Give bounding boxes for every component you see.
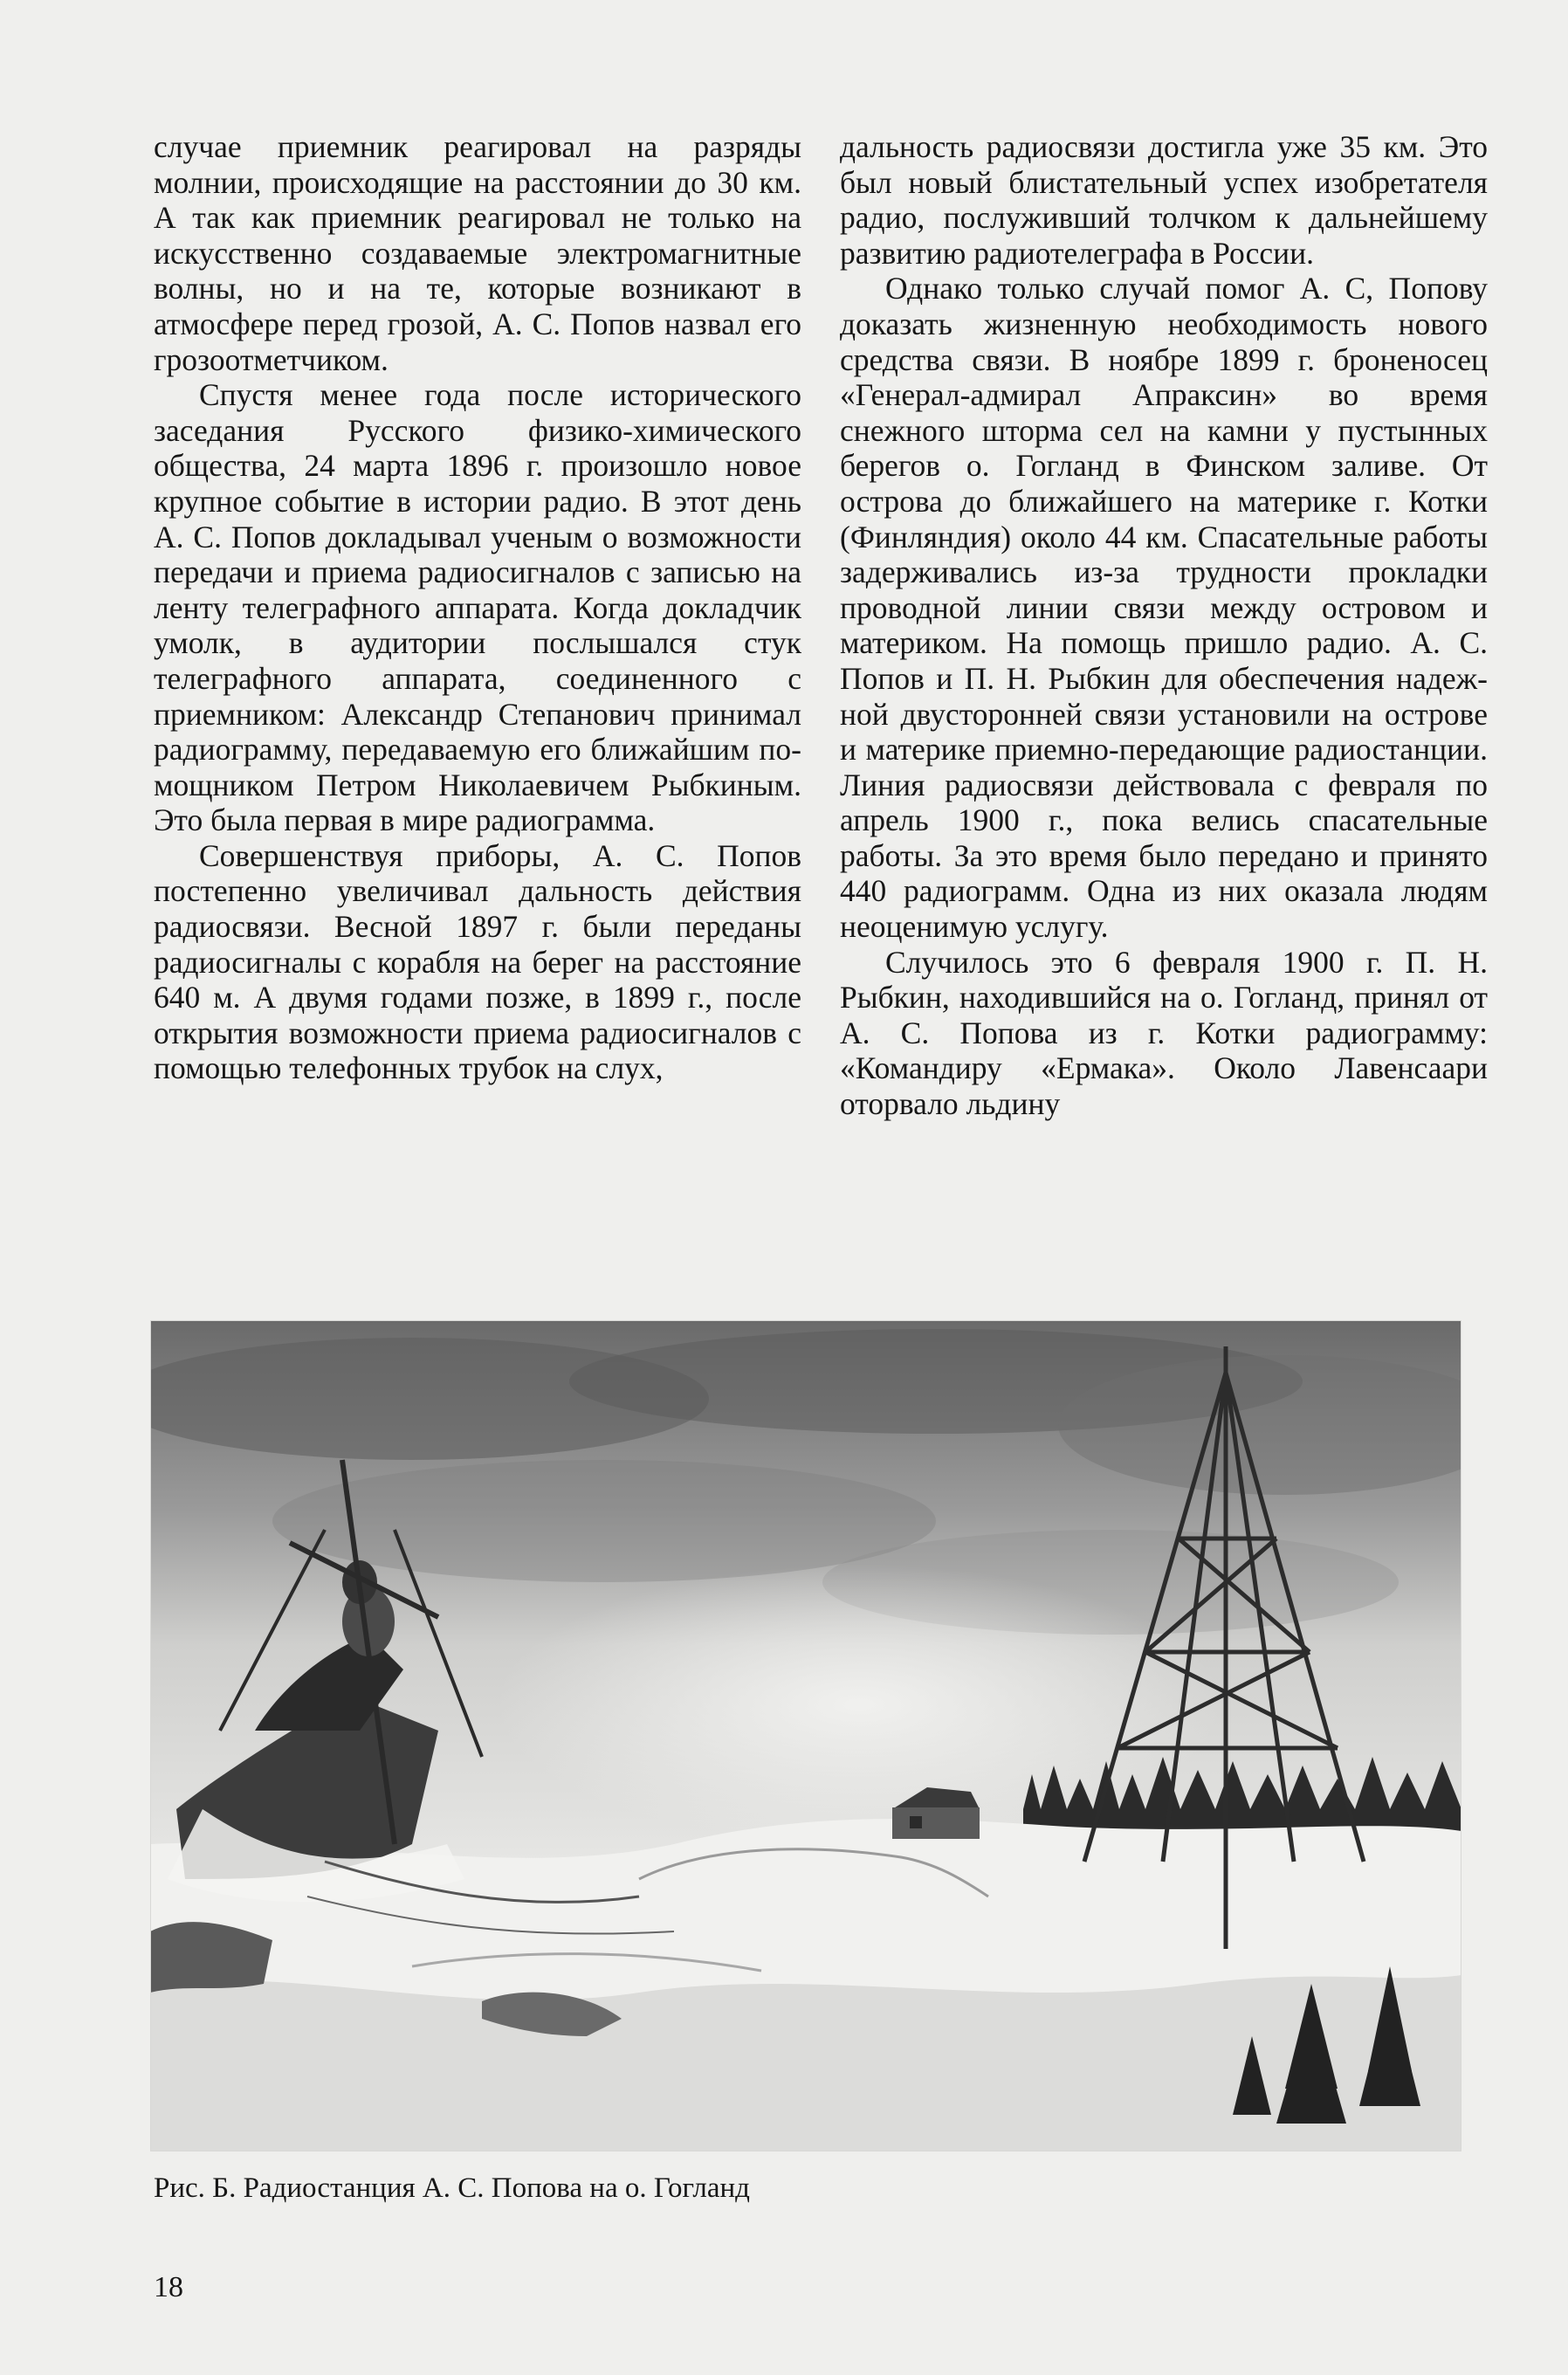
paragraph: Спустя менее года после исторического заседания Русского физико-химического общества, 24 марта 1896 г. произошло новое крупное событие в истории радио. В этот день А. С. Попов докладывал ученым о возможности передачи и приема радиосигналов с записью на ленту телеграфного аппарата. Когда докладчик умолк, в аудитории послышался стук телеграфного аппарата, соединенного с приемником: Александр Степанович принимал радиограмму, передаваемую его ближайшим помощником Петром Николаевичем Рыбкиным. Это была первая в мире радиограмма.	[154, 377, 801, 838]
paragraph: Совершенствуя приборы, А. С. Попов постепенно увеличивал дальность действия радиосвязи. Весной 1897 г. были переданы радиосигналы с корабля на берег на расстояние 640 м. А двумя годами позже, в 1899 г., после открытия возможности приема радиосигналов с помощью телефонных трубок на слух,	[154, 837, 801, 1086]
ship-and-radio-mast-illustration	[150, 1320, 1461, 2151]
illustration-figure	[150, 1320, 1461, 2151]
paragraph: дальность радиосвязи достигла уже 35 км. Это был новый блистательный успех изобретателя радио, послуживший толчком к дальнейшему развитию радиотелеграфа в России.	[840, 129, 1488, 271]
page-number: 18	[154, 2271, 183, 2303]
left-text-column	[154, 129, 801, 1086]
snow-shading	[150, 1975, 1461, 2151]
right-text-column	[840, 129, 1488, 1122]
figure-caption: Рис. Б. Радиостанция А. С. Попова на о. Гогланд	[154, 2172, 750, 2204]
paragraph: Случилось это 6 февраля 1900 г. П. Н. Рыбкин, находившийся на о. Гогланд, принял от А. С. Попова из г. Котки радиограмму: «Командиру «Ермака». Около Лавенсаари оторвало льдину	[840, 944, 1488, 1122]
paragraph: Однако только случай помог А. С, Попову доказать жизненную необходимость нового средства связи. В ноябре 1899 г. броненосец «Генерал-адмирал Апраксин» во время снежного шторма сел на камни у пустынных берегов о. Гогланд в Финском заливе. От острова до ближайшего на материке г. Котки (Финляндия) около 44 км. Спасательные работы задерживались из-за трудности прокладки проводной линии связи между островом и материком. На помощь пришло радио. А. С. Попов и П. Н. Рыбкин для обеспечения надежной двусторонней связи установили на острове и материке приемно-передающие радиостанции. Линия радиосвязи действовала с февраля по апрель 1900 г., пока велись спасательные работы. За это время было передано и принято 440 радиограмм. Одна из них оказала людям неоценимую услугу.	[840, 271, 1488, 945]
paragraph: случае приемник реагировал на разряды молнии, происходящие на расстоянии до 30 км. А так как приемник реагировал не только на искусственно создаваемые электромагнитные волны, но и на те, которые возникают в атмосфере перед грозой, А. С. Попов назвал его грозоотметчиком.	[154, 129, 801, 377]
